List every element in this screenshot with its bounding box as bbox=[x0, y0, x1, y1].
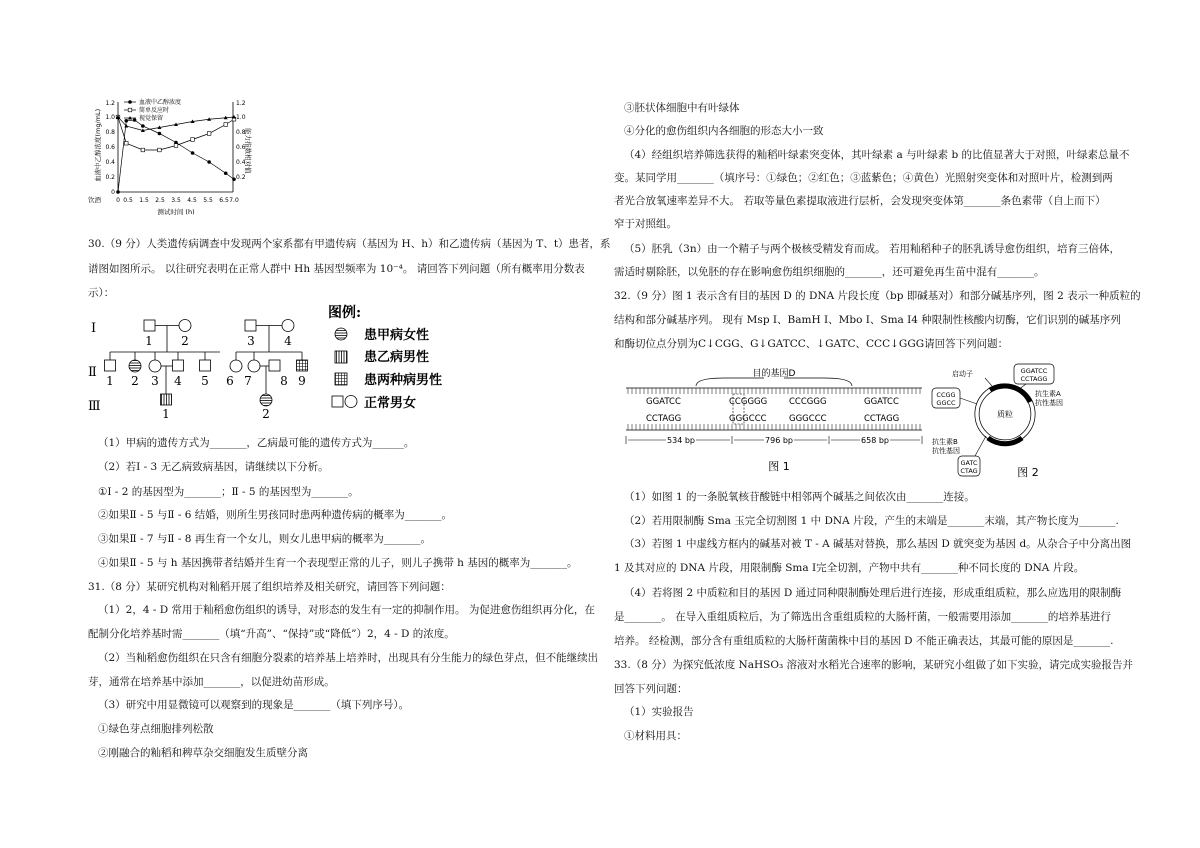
q32-line2: 结构和部分碱基序列。 现有 Msp Ⅰ、BamH Ⅰ、Mbo Ⅰ、Sma Ⅰ4 种限制性核酸内切酶，它们识别的碱基序列 bbox=[614, 314, 1121, 326]
length-1: 534 bp bbox=[667, 436, 695, 445]
seq-top: CCCGGG bbox=[789, 397, 827, 407]
legend-alcohol: 血液中乙醇浓度 bbox=[139, 99, 182, 106]
series-point-alcohol bbox=[133, 118, 137, 122]
ped-num: 1 bbox=[162, 407, 170, 421]
y-tick-left: 0 bbox=[111, 189, 115, 196]
q31-line6: （3）研究中用显微镜可以观察到的现象是_______（填下列序号）。 bbox=[98, 699, 410, 711]
ped-num: 1 bbox=[106, 374, 114, 388]
seq-bot: CCTAGG bbox=[864, 414, 900, 424]
q31-line7: ①绿色芽点细胞排列松散 bbox=[98, 723, 214, 735]
seq-bot: GGGCCC bbox=[789, 414, 827, 424]
q30-sub5: ③如果Ⅱ - 7 与Ⅱ - 8 再生育一个女儿，则女儿患甲病的概率为_______。 bbox=[98, 533, 432, 545]
legend-d: 正常男女 bbox=[364, 396, 417, 411]
figure-2-caption: 图 2 bbox=[1017, 466, 1039, 479]
length-3: 658 bp bbox=[861, 436, 889, 445]
x-tick: 1.5 bbox=[139, 197, 149, 204]
q32-line3: 和酶切位点分别为C↓CGG、G↓GATCC、↓GATC、CCC↓GGG请回答下列问题： bbox=[614, 338, 1009, 350]
ped-num: 4 bbox=[174, 374, 182, 388]
x-start-label: 饮酒 bbox=[88, 196, 101, 204]
series-point-reaction bbox=[191, 138, 195, 142]
series-point-alcohol bbox=[116, 190, 120, 194]
resist-b-1: 抗生素B bbox=[932, 438, 958, 446]
series-point-reaction bbox=[207, 132, 211, 136]
series-point-alcohol bbox=[191, 151, 195, 155]
series-point-alcohol bbox=[224, 171, 228, 175]
length-2: 796 bp bbox=[765, 436, 793, 445]
resist-a-2: 抗性基因 bbox=[1035, 399, 1063, 407]
ped-num: 7 bbox=[244, 374, 252, 388]
y-tick-left: 0.2 bbox=[105, 174, 115, 181]
q31-line8: ②刚融合的籼稻和稗草杂交细胞发生质壁分离 bbox=[98, 747, 308, 759]
series-point-reaction bbox=[174, 144, 178, 148]
y-tick-left: 0.4 bbox=[105, 159, 115, 166]
q31-line4: （2）当籼稻愈伤组织在只含有细胞分裂素的培养基上培养时，出现具有分生能力的绿色芽点，但不能继续出 bbox=[98, 652, 599, 664]
x-tick: 2.5 bbox=[155, 197, 165, 204]
alcohol-chart bbox=[88, 94, 252, 229]
seq-left-2: GGCC bbox=[936, 399, 956, 407]
q31-sub4-l2: 变。某同学用_______（填序号：①绿色；②红色；③蓝紫色；④黄色）光照射突变体和对照叶片，检测到两 bbox=[614, 172, 1113, 184]
q31-line2: （1）2，4 - D 常用于籼稻愈伤组织的诱导，对形态的发生有一定的抑制作用。 为促进愈伤组织再分化，在 bbox=[98, 604, 595, 616]
gen-II: Ⅱ bbox=[88, 365, 97, 380]
q30-sub2: （2）若Ⅰ - 3 无乙病致病基因，请继续以下分析。 bbox=[98, 461, 329, 473]
series-point-alcohol bbox=[141, 124, 145, 128]
x-tick: 7.0 bbox=[229, 197, 239, 204]
q31-sub5-l2: 需适时剔除胚，以免胚的存在影响愈伤组织细胞的_______，还可避免再生苗中混有_______。 bbox=[614, 266, 1045, 278]
q33-line4: ①材料用具： bbox=[624, 730, 687, 742]
ped-num: 2 bbox=[131, 374, 139, 388]
y-tick-right: 0.8 bbox=[236, 129, 246, 136]
seq-top-1: GGATCC bbox=[1020, 367, 1048, 375]
series-line-alcohol bbox=[118, 120, 234, 192]
ped-num: 3 bbox=[247, 334, 255, 348]
seq-bottom-2: CTAG bbox=[960, 467, 978, 475]
ped-num: 6 bbox=[226, 374, 234, 388]
right-column bbox=[600, 0, 1200, 848]
y-axis-right-label: 能力指数相对值 bbox=[244, 128, 252, 174]
seq-top: CCGGGG bbox=[729, 397, 768, 407]
q30-sub4: ②如果Ⅱ - 5 与Ⅱ - 6 结婚，则所生男孩同时患两种遗传病的概率为_______。 bbox=[98, 509, 453, 521]
seq-left-1: CCGG bbox=[936, 391, 956, 399]
resist-a-1: 抗生素A bbox=[1035, 390, 1061, 398]
q32-sub2: （2）若用限制酶 Sma 玉完全切割图 1 中 DNA 片段，产生的末端是_______末端，其产物长度为_______. bbox=[624, 515, 1119, 527]
q30-sub1: （1）甲病的遗传方式为_______，乙病最可能的遗传方式为______。 bbox=[98, 437, 415, 449]
legend-reaction: 简单反应时 bbox=[139, 107, 170, 114]
legend-a: 患甲病女性 bbox=[364, 328, 430, 343]
q31-opt4: ④分化的愈伤组织内各细胞的形态大小一致 bbox=[624, 125, 824, 137]
chart-series bbox=[116, 115, 236, 194]
x-tick: 0 bbox=[116, 197, 120, 204]
series-point-alcohol bbox=[207, 160, 211, 164]
x-tick: 6.5 bbox=[219, 197, 229, 204]
legend-b: 患乙病男性 bbox=[364, 350, 430, 365]
plasmid-label: 质粒 bbox=[997, 410, 1013, 419]
y-tick-right: 0.6 bbox=[236, 144, 246, 151]
gene-label: 目的基因D bbox=[752, 369, 796, 379]
gen-I: Ⅰ bbox=[91, 321, 97, 336]
figure-1-caption: 图 1 bbox=[768, 460, 790, 473]
x-tick: 4.5 bbox=[187, 197, 197, 204]
q32-sub7: 培养。 经检测，部分含有重组质粒的大肠杆菌菌株中目的基因 D 不能正确表达，其最可能的原因是_______. bbox=[614, 635, 1114, 647]
q30-sub3: ①Ⅰ - 2 的基因型为_______；Ⅱ - 5 的基因型为_______。 bbox=[98, 486, 359, 498]
series-point-alcohol bbox=[158, 132, 162, 136]
q33-line1: 33.（8 分）为探究低浓度 NaHSO₃ 溶液对水稻光合速率的影响，某研究小组做了如下实验，请完成实验报告并 bbox=[614, 659, 1134, 671]
y-tick-right: 1.0 bbox=[236, 114, 246, 121]
seq-bot: GGGCCC bbox=[729, 414, 767, 424]
seq-top-2: CCTAGG bbox=[1020, 375, 1048, 383]
q32-sub6: 是_______。 在导入重组质粒后，为了筛选出含重组质粒的大肠杆菌，一般需要用添加_______的培养基进行 bbox=[614, 611, 1111, 623]
ped-num: 2 bbox=[262, 407, 270, 421]
y-tick-left: 1.2 bbox=[105, 100, 115, 107]
q30-line3: 示）： bbox=[88, 287, 115, 299]
q31-sub4-l3: 者光合放氧速率差异不大。 若取等量色素提取液进行层析，会发现突变体第_______条色素带（自上而下） bbox=[614, 195, 1106, 207]
q33-line2: 回答下列问题： bbox=[614, 683, 688, 695]
q32-sub3: （3）若图 1 中虚线方框内的碱基对被 T - A 碱基对替换，那么基因 D 就突变为基因 d。从杂合子中分离出图 bbox=[624, 538, 1132, 550]
y-tick-right: 1.2 bbox=[236, 100, 246, 107]
q32-sub1: （1）如图 1 的一条脱氧核苷酸链中相邻两个碱基之间依次由_______连接。 bbox=[624, 491, 975, 503]
pedigree-chart bbox=[88, 302, 468, 422]
ped-num: 5 bbox=[201, 374, 209, 388]
series-point-reaction bbox=[141, 148, 145, 152]
seq-bot: CCTAGG bbox=[646, 414, 682, 424]
q30-line1: 30.（9 分）人类遗传病调查中发现两个家系都有甲遗传病（基因为 H、h）和乙遗传病（基因为 T、t）患者，系 bbox=[88, 238, 611, 250]
q32-sub4: 1 及其对应的 DNA 片段，用限制酶 Sma Ⅰ完全切割，产物中共有_______种不同长度的 DNA 片段。 bbox=[614, 562, 1085, 574]
y-tick-left: 0.8 bbox=[105, 129, 115, 136]
figure-1-dna bbox=[624, 364, 924, 474]
series-point-reaction bbox=[224, 123, 228, 127]
q31-line3: 配制分化培养基时需_______（填“升高”、“保持”或“降低”）2，4 - D 的浓度。 bbox=[88, 628, 455, 640]
ped-num: 4 bbox=[284, 334, 292, 348]
resist-b-2: 抗性基因 bbox=[932, 447, 960, 455]
ped-num: 8 bbox=[280, 374, 288, 388]
q30-sub6: ④如果Ⅱ - 5 与 h 基因携带者结婚并生育一个表现型正常的儿子，则儿子携带 h 基因的概率为_______。 bbox=[98, 557, 578, 569]
ped-num: 1 bbox=[145, 334, 153, 348]
q30-line2: 谱图如图所示。 以往研究表明在正常人群中 Hh 基因型频率为 10⁻⁴。 请回答下列问题（所有概率用分数表 bbox=[88, 263, 585, 275]
series-point-reaction bbox=[158, 148, 162, 152]
q31-opt3: ③胚状体细胞中有叶绿体 bbox=[624, 102, 740, 114]
q31-line5: 芽，通常在培养基中添加_______，以促进幼苗形成。 bbox=[88, 676, 335, 688]
legend-c: 患两种病男性 bbox=[364, 373, 443, 388]
ped-num: 3 bbox=[151, 374, 159, 388]
x-axis-label: 测试时间 (h) bbox=[157, 208, 195, 216]
legend-visual: 视觉保留 bbox=[139, 115, 164, 122]
q31-line1: 31.（8 分）某研究机构对籼稻开展了组织培养及相关研究，请回答下列问题： bbox=[88, 581, 451, 593]
q31-sub4-l1: （4）经组织培养筛选获得的籼稻叶绿素突变体，其叶绿素 a 与叶绿素 b 的比值显著大于对照，叶绿素总量不 bbox=[624, 149, 1130, 161]
q31-sub4-l4: 窄于对照组。 bbox=[614, 218, 677, 230]
y-tick-left: 0.6 bbox=[105, 144, 115, 151]
series-point-reaction bbox=[124, 141, 128, 145]
y-tick-left: 1.0 bbox=[105, 114, 115, 121]
x-tick: 5.5 bbox=[203, 197, 213, 204]
q32-line1: 32.（9 分）图 1 表示含有目的基因 D 的 DNA 片段长度（bp 即碱基对）和部分碱基序列，图 2 表示一种质粒的 bbox=[614, 290, 1141, 302]
figure-2-plasmid bbox=[930, 364, 1070, 480]
gen-III: Ⅲ bbox=[88, 399, 101, 414]
ped-num: 9 bbox=[298, 374, 306, 388]
q32-sub5: （4）若将图 2 中质粒和目的基因 D 通过同种限制酶处理后进行连接，形成重组质粒，那么应选用的限制酶 bbox=[624, 587, 1122, 599]
seq-top: GGATCC bbox=[646, 397, 681, 407]
q31-sub5-l1: （5）胚乳（3n）由一个精子与两个极核受精发育而成。 若用籼稻种子的胚乳诱导愈伤组织，培育三倍体， bbox=[624, 243, 1120, 255]
series-point-alcohol bbox=[232, 177, 236, 181]
promoter-label: 启动子 bbox=[952, 370, 973, 378]
seq-top: GGATCC bbox=[864, 397, 899, 407]
x-tick: 3.5 bbox=[171, 197, 181, 204]
series-point-alcohol bbox=[124, 119, 128, 123]
seq-bottom-1: GATC bbox=[960, 459, 978, 467]
legend-title: 图例: bbox=[328, 305, 362, 321]
ped-num: 2 bbox=[181, 334, 189, 348]
y-tick-right: 0.4 bbox=[236, 159, 246, 166]
x-tick: 0.5 bbox=[123, 197, 133, 204]
y-axis-left-label: 血液中乙醇浓度(mg/mL) bbox=[94, 108, 102, 182]
y-tick-right: 0.2 bbox=[236, 174, 246, 181]
q33-line3: （1）实验报告 bbox=[624, 706, 694, 718]
